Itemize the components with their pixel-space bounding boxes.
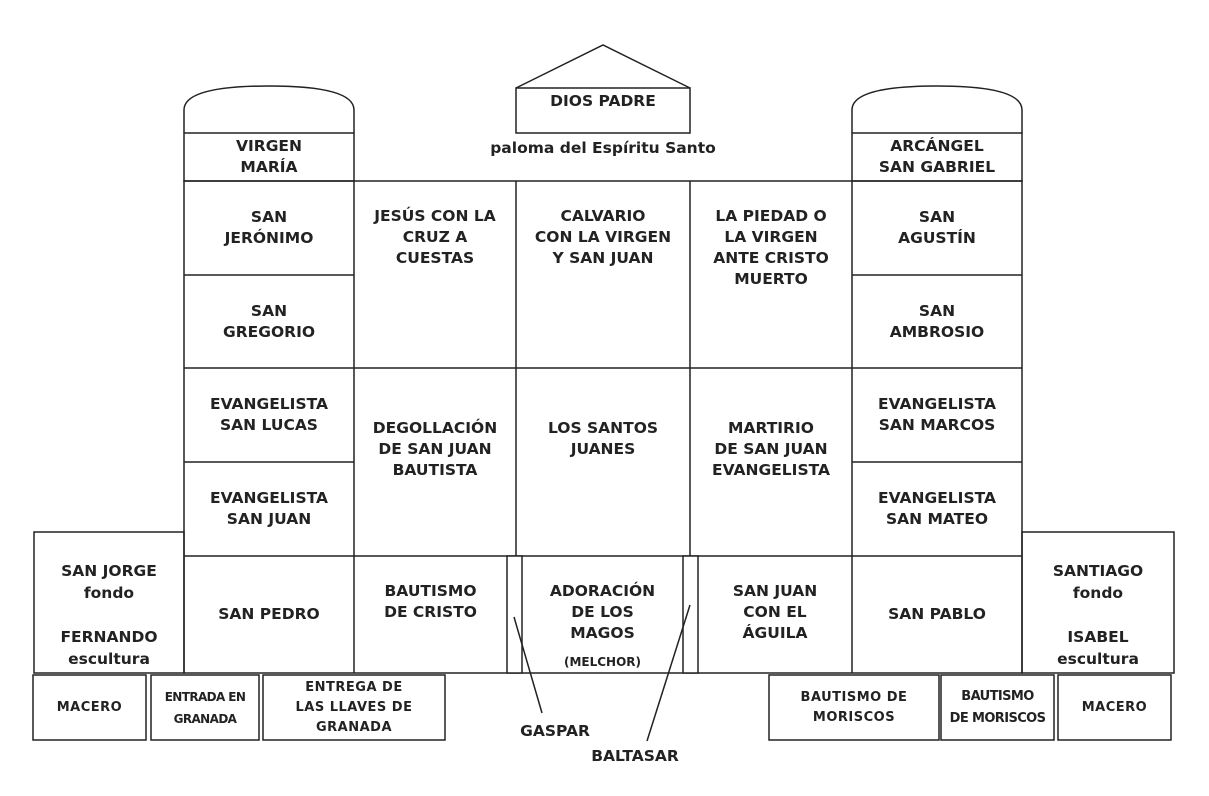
san-agustin: SAN AGUSTÍN [898, 208, 976, 247]
jesus-con-la-cruz: JESÚS CON LA CRUZ A CUESTAS [374, 207, 496, 267]
left-wing-text: SAN JORGE fondo FERNANDO escultura [60, 561, 158, 668]
adoracion-de-los-magos: ADORACIÓN DE LOS MAGOS [549, 582, 656, 642]
gaspar-label: GASPAR [520, 721, 590, 740]
right-dome [852, 86, 1022, 133]
san-gregorio: SAN GREGORIO [222, 301, 316, 341]
pediment-triangle [516, 45, 690, 88]
bautismo-de-moriscos-2: BAUTISMO DE MORISCOS [949, 688, 1046, 726]
left-column [507, 556, 522, 673]
evangelista-san-juan: EVANGELISTA SAN JUAN [210, 489, 328, 528]
entrega-de-las-llaves: ENTREGA DE LAS LLAVES DE GRANADA [295, 679, 413, 735]
degollacion-san-juan-bautista: DEGOLLACIÓN DE SAN JUAN BAUTISTA [372, 419, 498, 479]
la-piedad: LA PIEDAD O LA VIRGEN ANTE CRISTO MUERTO [713, 207, 829, 288]
san-pablo: SAN PABLO [888, 605, 986, 623]
san-pedro: SAN PEDRO [218, 605, 320, 623]
evangelista-san-mateo: EVANGELISTA SAN MATEO [878, 489, 996, 528]
melchor-label: (MELCHOR) [563, 655, 642, 669]
left-dome [184, 86, 354, 133]
martirio-san-juan-evangelista: MARTIRIO DE SAN JUAN EVANGELISTA [712, 419, 830, 479]
dios-padre: DIOS PADRE [550, 91, 656, 110]
bautismo-de-moriscos-1: BAUTISMO DE MORISCOS [800, 689, 908, 725]
los-santos-juanes: LOS SANTOS JUANES [547, 419, 659, 458]
san-juan-con-el-aguila: SAN JUAN CON EL ÁGUILA [732, 582, 818, 642]
evangelista-san-lucas: EVANGELISTA SAN LUCAS [210, 395, 328, 434]
baltasar-label: BALTASAR [591, 746, 679, 765]
san-ambrosio: SAN AMBROSIO [889, 301, 985, 341]
san-jeronimo: SAN JERÓNIMO [224, 208, 314, 247]
virgen-maria: VIRGEN MARÍA [236, 137, 302, 176]
right-wing-text: SANTIAGO fondo ISABEL escultura [1052, 561, 1144, 668]
bautismo-de-cristo: BAUTISMO DE CRISTO [384, 582, 477, 621]
paloma-espiritu-santo: paloma del Espíritu Santo [490, 138, 716, 157]
evangelista-san-marcos: EVANGELISTA SAN MARCOS [878, 395, 996, 434]
right-column [683, 556, 698, 673]
arcangel-san-gabriel: ARCÁNGEL SAN GABRIEL [878, 137, 996, 176]
macero-right: MACERO [1081, 699, 1148, 715]
macero-left: MACERO [56, 699, 123, 715]
entrada-en-granada: ENTRADA EN GRANADA [164, 689, 246, 726]
calvario: CALVARIO CON LA VIRGEN Y SAN JUAN [534, 207, 672, 267]
